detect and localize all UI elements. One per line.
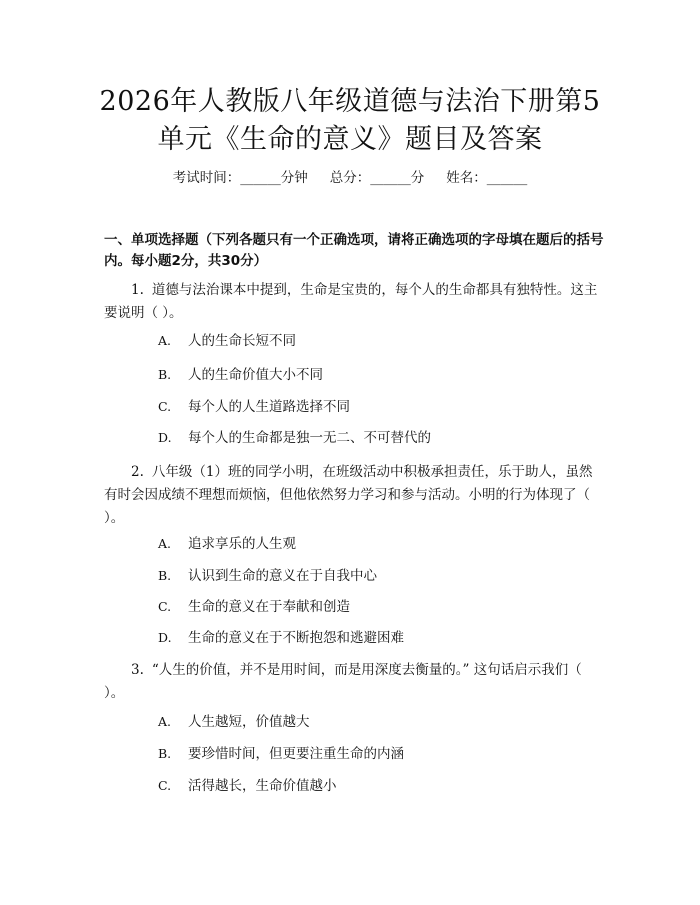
option-text: 要珍惜时间，但更要注重生命的内涵 — [188, 746, 404, 762]
section-heading: 一、单项选择题（下列各题只有一个正确选项，请将正确选项的字母填在题后的括号内。每小题2分，共30分） — [104, 232, 604, 269]
option-text: 每个人的人生道路选择不同 — [188, 399, 350, 415]
question-number: 1. — [131, 282, 144, 298]
option-3c — [158, 776, 337, 796]
option-1c — [158, 397, 350, 417]
option-letter: B. — [158, 568, 172, 583]
option-text: 人的生命长短不同 — [188, 333, 296, 349]
question-3 — [104, 659, 604, 705]
option-3a — [158, 712, 310, 732]
option-text: 活得越长，生命价值越小 — [188, 778, 337, 794]
option-letter: A. — [158, 714, 172, 729]
option-letter: B. — [158, 367, 172, 382]
option-text: 生命的意义在于不断抱怨和逃避困难 — [188, 630, 404, 646]
exam-info-line — [0, 168, 700, 188]
total-score-label: 总分：______分 — [329, 170, 425, 186]
option-2d — [158, 628, 404, 648]
option-letter: A. — [158, 536, 172, 551]
option-text: 人的生命价值大小不同 — [188, 367, 323, 383]
question-stem: 道德与法治课本中提到，生命是宝贵的，每个人的生命都具有独特性。这主要说明（ ）。 — [104, 282, 598, 321]
question-number: 2. — [131, 464, 144, 480]
question-2 — [104, 461, 604, 530]
option-text: 认识到生命的意义在于自我中心 — [188, 568, 377, 584]
option-1d — [158, 428, 431, 448]
question-stem: “人生的价值，并不是用时间，而是用深度去衡量的。” 这句话启示我们（ ）。 — [104, 662, 582, 701]
option-3b — [158, 744, 404, 764]
option-1b — [158, 365, 323, 385]
student-name-label: 姓名：______ — [446, 170, 528, 186]
option-text: 追求享乐的人生观 — [188, 536, 296, 552]
option-text: 人生越短，价值越大 — [188, 714, 310, 730]
option-2a — [158, 534, 296, 554]
option-letter: D. — [158, 430, 172, 445]
option-letter: D. — [158, 630, 172, 645]
option-letter: C. — [158, 778, 172, 793]
question-stem: 八年级（1）班的同学小明，在班级活动中积极承担责任，乐于助人，虽然有时会因成绩不理想而烦恼，但他依然努力学习和参与活动。小明的行为体现了（ ）。 — [104, 464, 593, 526]
option-letter: C. — [158, 399, 172, 414]
option-text: 生命的意义在于奉献和创造 — [188, 599, 350, 615]
exam-time-label: 考试时间：______分钟 — [172, 170, 308, 186]
option-letter: A. — [158, 333, 172, 348]
option-2b — [158, 566, 377, 586]
question-number: 3. — [131, 662, 144, 678]
document-title: 2026年人教版八年级道德与法治下册第5单元《生命的意义》题目及答案 — [99, 86, 601, 155]
option-2c — [158, 597, 350, 617]
option-1a — [158, 331, 296, 351]
option-text: 每个人的生命都是独一无二、不可替代的 — [188, 430, 431, 446]
question-1 — [104, 279, 604, 325]
option-letter: B. — [158, 746, 172, 761]
option-letter: C. — [158, 599, 172, 614]
